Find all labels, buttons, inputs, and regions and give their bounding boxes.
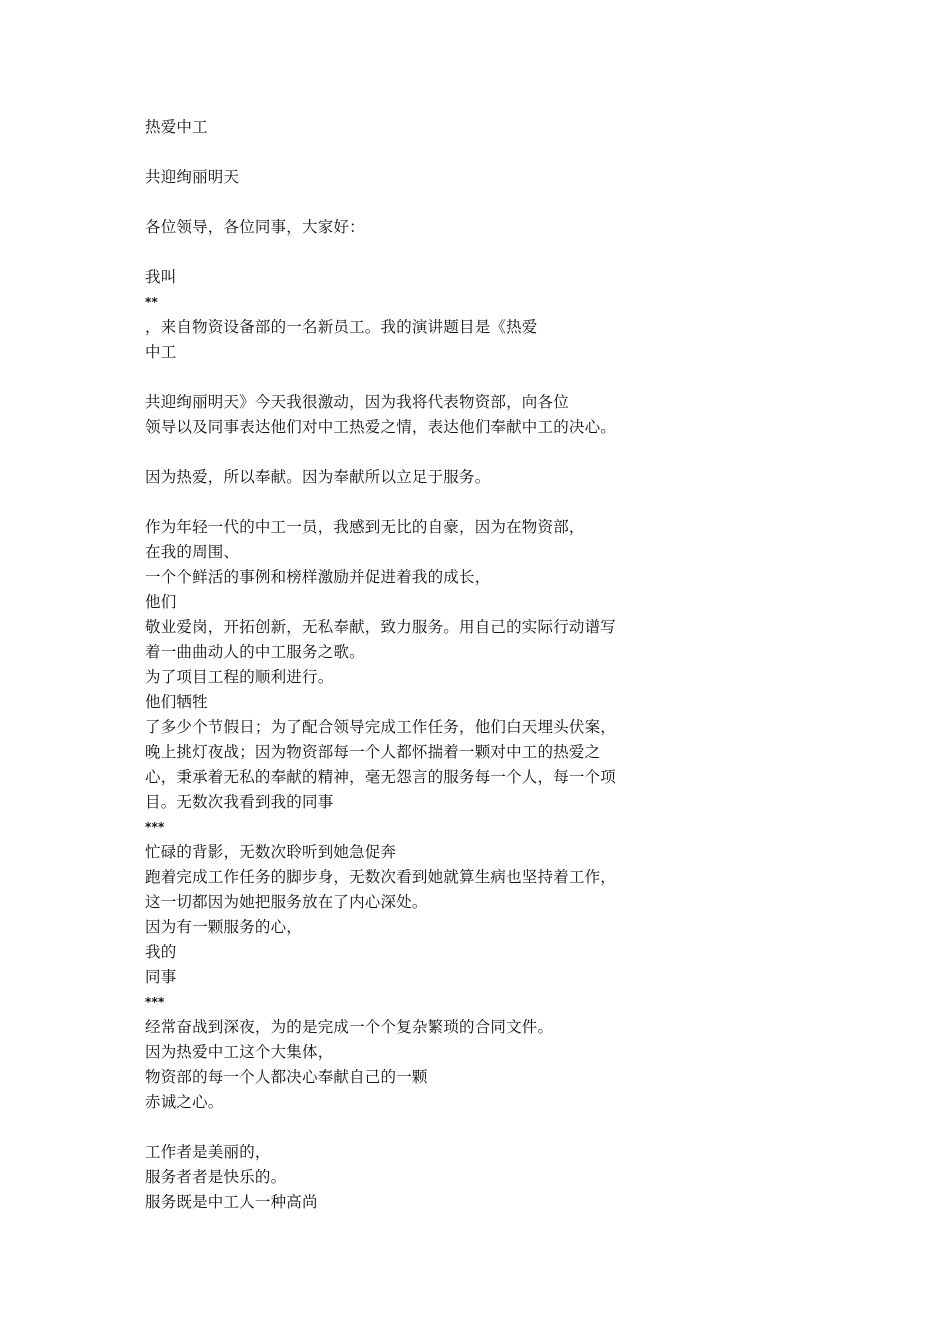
text-line: 服务者者是快乐的。	[145, 1168, 287, 1186]
text-line: 了多少个节假日；为了配合领导完成工作任务，他们白天埋头伏案，	[145, 718, 617, 736]
redacted-name: **	[145, 295, 158, 309]
text-line: 他们牺牲	[145, 693, 208, 711]
text-line: 因为热爱中工这个大集体，	[145, 1043, 334, 1061]
text-line: 忙碌的背影，无数次聆听到她急促奔	[145, 843, 397, 861]
text-line: 在我的周围、	[145, 543, 240, 561]
blank-line	[145, 440, 665, 465]
text-line: 心，秉承着无私的奉献的精神，毫无怨言的服务每一个人，每一个项	[145, 768, 617, 786]
text-line: 我叫	[145, 268, 177, 286]
text-line: 共迎绚丽明天》今天我很激动，因为我将代表物资部，向各位	[145, 393, 569, 411]
text-line: 经常奋战到深夜，为的是完成一个个复杂繁琐的合同文件。	[145, 1018, 554, 1036]
text-line: 敬业爱岗，开拓创新，无私奉献，致力服务。用自己的实际行动谱写	[145, 618, 617, 636]
text-line: 中工	[145, 343, 177, 361]
blank-line	[145, 240, 665, 265]
blank-line	[145, 490, 665, 515]
text-line: 领导以及同事表达他们对中工热爱之情，表达他们奉献中工的决心。	[145, 418, 617, 436]
redacted-name: ***	[145, 995, 165, 1009]
text-line: 他们	[145, 593, 177, 611]
text-line: ，来自物资设备部的一名新员工。我的演讲题目是《热爱	[145, 318, 538, 336]
blank-line	[145, 140, 665, 165]
redacted-name: ***	[145, 820, 165, 834]
text-line: 热爱中工	[145, 118, 208, 136]
text-line: 赤诚之心。	[145, 1093, 224, 1111]
blank-line	[145, 1115, 665, 1140]
text-line: 同事	[145, 968, 177, 986]
text-line: 共迎绚丽明天	[145, 168, 240, 186]
blank-line	[145, 190, 665, 215]
text-line: 跑着完成工作任务的脚步身，无数次看到她就算生病也坚持着工作，	[145, 868, 617, 886]
text-line: 一个个鲜活的事例和榜样激励并促进着我的成长，	[145, 568, 491, 586]
text-line: 服务既是中工人一种高尚	[145, 1193, 318, 1211]
text-line: 这一切都因为她把服务放在了内心深处。	[145, 893, 428, 911]
text-line: 因为热爱，所以奉献。因为奉献所以立足于服务。	[145, 468, 491, 486]
text-line: 着一曲曲动人的中工服务之歌。	[145, 643, 365, 661]
text-line: 晚上挑灯夜战；因为物资部每一个人都怀揣着一颗对中工的热爱之	[145, 743, 601, 761]
text-line: 作为年轻一代的中工一员，我感到无比的自豪，因为在物资部，	[145, 518, 585, 536]
text-line: 物资部的每一个人都决心奉献自己的一颗	[145, 1068, 428, 1086]
blank-line	[145, 365, 665, 390]
document-body	[145, 115, 665, 1215]
text-line: 我的	[145, 943, 177, 961]
text-line: 为了项目工程的顺利进行。	[145, 668, 334, 686]
text-line: 工作者是美丽的，	[145, 1143, 271, 1161]
text-line: 因为有一颗服务的心，	[145, 918, 303, 936]
text-line: 各位领导，各位同事，大家好：	[145, 218, 365, 236]
text-line: 目。无数次我看到我的同事	[145, 793, 334, 811]
